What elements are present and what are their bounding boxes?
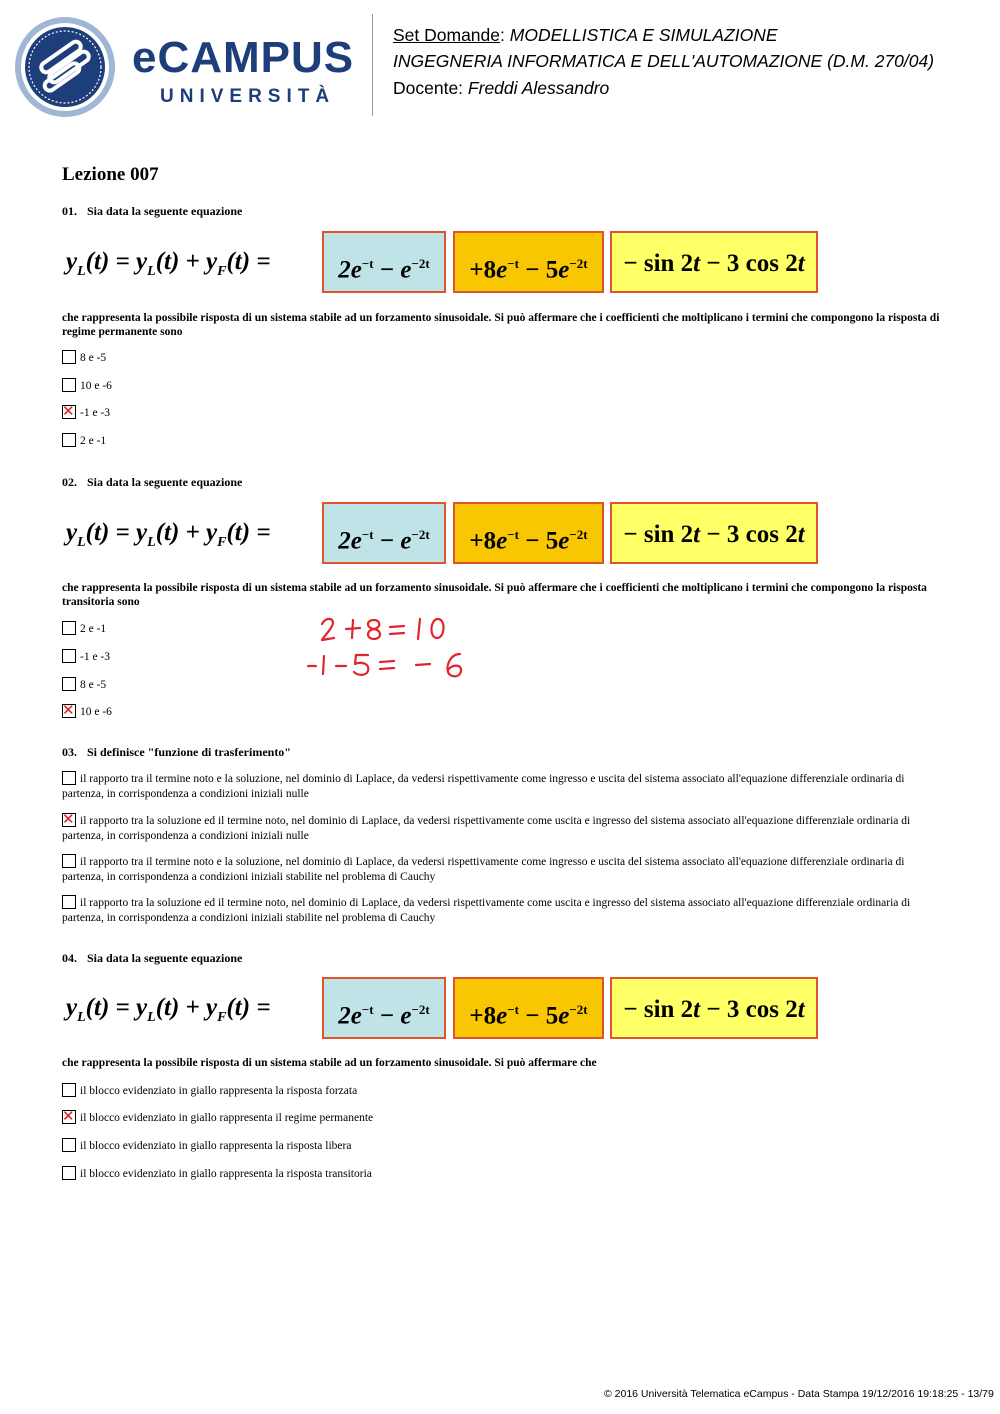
equation-lhs: $y_L(t) = y_L(t) + y_F(t)$ = xyxy=(66,519,271,550)
ecampus-logo-icon xyxy=(14,16,116,118)
answer-label: il blocco evidenziato in giallo rappresenta la risposta transitoria xyxy=(80,1168,372,1180)
logo-wordmark: eCAMPUS xyxy=(132,33,355,82)
answer-option[interactable] xyxy=(62,350,942,366)
answer-checkbox[interactable] xyxy=(62,1083,76,1097)
answer-checkbox[interactable] xyxy=(62,649,76,663)
answer-option[interactable] xyxy=(62,621,942,637)
answer-label: il rapporto tra il termine noto e la soluzione, nel dominio di Laplace, da vedersi rispettivamente come ingresso e uscita del sistema associato all'equazione differenziale ordinaria di partenza, in corrispondenza a condizioni iniziali nulle xyxy=(62,773,905,800)
question-number: 01. xyxy=(62,204,77,218)
answer-option-selected[interactable] xyxy=(62,704,942,720)
equation-forced-response-box: $+8e^{-t} - 5e^{-2t}$ xyxy=(453,231,604,293)
answer-option-selected[interactable] xyxy=(62,405,942,421)
answer-label: -1 e -3 xyxy=(80,407,111,419)
question-text: che rappresenta la possibile risposta di un sistema stabile ad un forzamento sinusoidale. Si può affermare che xyxy=(62,1057,597,1069)
question-title: Si definisce "funzione di trasferimento" xyxy=(87,745,291,759)
teacher-name: Freddi Alessandro xyxy=(467,78,610,98)
lesson-title: Lezione 007 xyxy=(62,164,159,185)
answer-label: il rapporto tra la soluzione ed il termine noto, nel dominio di Laplace, da vedersi rispettivamente come uscita e ingresso del sistema associato all'equazione differenziale ordinaria di partenza, in corrispondenza a condizioni iniziali nulle xyxy=(62,815,911,842)
answer-option[interactable] xyxy=(62,649,942,665)
question-number: 02. xyxy=(62,475,77,489)
answer-option[interactable] xyxy=(62,677,942,693)
answer-checkbox[interactable] xyxy=(62,854,76,868)
equation-02 xyxy=(62,502,822,570)
course-name: MODELLISTICA E SIMULAZIONE xyxy=(509,25,778,45)
answer-label: 10 e -6 xyxy=(80,706,112,718)
answer-label: 10 e -6 xyxy=(80,380,112,392)
equation-04 xyxy=(62,977,822,1045)
header-divider xyxy=(372,14,373,116)
answer-checkbox[interactable] xyxy=(62,677,76,691)
answer-checkbox-checked[interactable] xyxy=(62,1110,76,1124)
equation-lhs: $y_L(t) = y_L(t) + y_F(t)$ = xyxy=(66,994,271,1025)
degree-name: INGEGNERIA INFORMATICA E DELL'AUTOMAZIONE (D.M. 270/04) xyxy=(393,51,935,71)
header-teacher-line xyxy=(393,75,609,101)
equation-lhs: $y_L(t) = y_L(t) + y_F(t)$ = xyxy=(66,248,271,279)
teacher-label: Docente: xyxy=(393,78,464,98)
answer-option-selected[interactable] xyxy=(62,1110,942,1126)
equation-steady-state-box: − sin 2t − 3 cos 2t xyxy=(610,977,818,1039)
answer-checkbox[interactable] xyxy=(62,895,76,909)
equation-free-response-box: $2e^{-t} - e^{-2t}$ xyxy=(322,231,446,293)
handwritten-note-1 xyxy=(322,619,334,640)
answer-option[interactable] xyxy=(62,771,942,802)
answer-checkbox[interactable] xyxy=(62,1166,76,1180)
equation-free-response-box: $2e^{-t} - e^{-2t}$ xyxy=(322,502,446,564)
answer-checkbox[interactable] xyxy=(62,350,76,364)
answer-checkbox-checked[interactable] xyxy=(62,405,76,419)
answer-checkbox[interactable] xyxy=(62,771,76,785)
question-01-header xyxy=(62,204,242,219)
answer-label: il rapporto tra il termine noto e la soluzione, nel dominio di Laplace, da vedersi rispettivamente come ingresso e uscita del sistema associato all'equazione differenziale ordinaria di partenza, in corrispondenza a condizioni iniziali stabilite nel problema di Cauchy xyxy=(62,856,905,883)
answer-checkbox-checked[interactable] xyxy=(62,813,76,827)
answer-option-selected[interactable] xyxy=(62,813,942,844)
answer-option[interactable] xyxy=(62,378,942,394)
question-number: 04. xyxy=(62,951,77,965)
question-03-header xyxy=(62,745,291,760)
answer-checkbox-checked[interactable] xyxy=(62,704,76,718)
answer-option[interactable] xyxy=(62,1166,942,1182)
question-02-header xyxy=(62,475,242,490)
answer-label: il blocco evidenziato in giallo rappresenta la risposta libera xyxy=(80,1140,352,1152)
answer-label: 2 e -1 xyxy=(80,623,107,635)
answer-option[interactable] xyxy=(62,1083,942,1099)
answer-label: -1 e -3 xyxy=(80,651,111,663)
question-text: che rappresenta la possibile risposta di un sistema stabile ad un forzamento sinusoidale. Si può affermare che i coefficienti che moltiplicano i termini che compongono la risposta di regime permanente sono xyxy=(62,312,940,338)
answer-option[interactable] xyxy=(62,433,942,449)
question-number: 03. xyxy=(62,745,77,759)
handwritten-notes xyxy=(304,610,474,686)
equation-01 xyxy=(62,231,822,299)
answer-label: 8 e -5 xyxy=(80,352,107,364)
answer-label: il blocco evidenziato in giallo rappresenta la risposta forzata xyxy=(80,1085,358,1097)
question-title: Sia data la seguente equazione xyxy=(87,475,243,489)
logo-subtitle: UNIVERSITÀ xyxy=(160,86,336,107)
answer-option[interactable] xyxy=(62,1138,942,1154)
answer-checkbox[interactable] xyxy=(62,433,76,447)
answer-label: 2 e -1 xyxy=(80,435,107,447)
answer-checkbox[interactable] xyxy=(62,1138,76,1152)
page-footer: © 2016 Università Telematica eCampus - Data Stampa 19/12/2016 19:18:25 - 13/79 xyxy=(604,1388,994,1400)
equation-steady-state-box: − sin 2t − 3 cos 2t xyxy=(610,502,818,564)
answer-checkbox[interactable] xyxy=(62,621,76,635)
answer-label: 8 e -5 xyxy=(80,679,107,691)
equation-forced-response-box: $+8e^{-t} - 5e^{-2t}$ xyxy=(453,502,604,564)
question-title: Sia data la seguente equazione xyxy=(87,951,243,965)
header-set-line: Set Domande: MODELLISTICA E SIMULAZIONE xyxy=(393,25,778,45)
answer-checkbox[interactable] xyxy=(62,378,76,392)
equation-forced-response-box: $+8e^{-t} - 5e^{-2t}$ xyxy=(453,977,604,1039)
answer-label: il rapporto tra la soluzione ed il termine noto, nel dominio di Laplace, da vedersi rispettivamente come uscita e ingresso del sistema associato all'equazione differenziale ordinaria di partenza, in corrispondenza a condizioni iniziali stabilite nel problema di Cauchy xyxy=(62,897,911,924)
answer-option[interactable] xyxy=(62,895,942,926)
answer-label: il blocco evidenziato in giallo rappresenta il regime permanente xyxy=(80,1112,374,1124)
question-04-header xyxy=(62,951,242,966)
equation-free-response-box: $2e^{-t} - e^{-2t}$ xyxy=(322,977,446,1039)
answer-option[interactable] xyxy=(62,854,942,885)
set-label: Set Domande xyxy=(393,25,501,45)
question-title: Sia data la seguente equazione xyxy=(87,204,243,218)
header-degree-line xyxy=(393,48,934,74)
question-text: che rappresenta la possibile risposta di un sistema stabile ad un forzamento sinusoidale. Si può affermare che i coefficienti che moltiplicano i termini che compongono la risposta transitoria sono xyxy=(62,582,927,608)
equation-steady-state-box: − sin 2t − 3 cos 2t xyxy=(610,231,818,293)
